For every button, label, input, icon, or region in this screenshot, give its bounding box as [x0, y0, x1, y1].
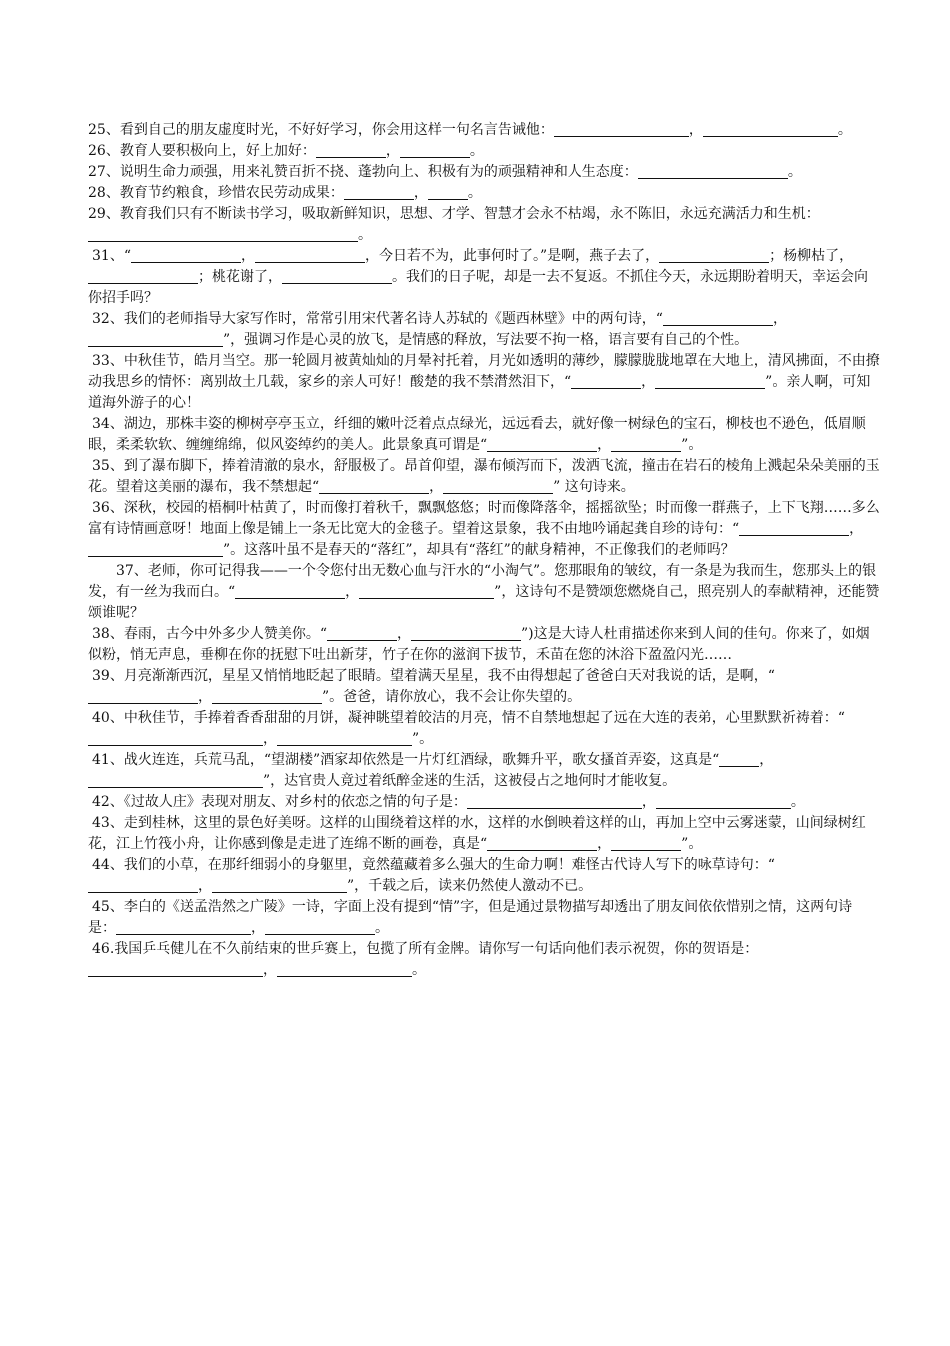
answer-blank[interactable]: [88, 689, 198, 704]
answer-blank[interactable]: [663, 311, 773, 326]
answer-blank[interactable]: [748, 164, 788, 179]
answer-blank[interactable]: [554, 122, 689, 137]
answer-blank[interactable]: [327, 626, 397, 641]
answer-blank[interactable]: [344, 185, 414, 200]
answer-blank[interactable]: [265, 920, 375, 935]
question-36: 36、深秋，校园的梧桐叶枯黄了，时而像打着秋千，飘飘悠悠；时而像降落伞，摇摇欲坠；时而像一群燕子，上下飞翔……多么富有诗情画意呀！地面上像是铺上一条无比宽大的金毯子。望着这景象，我不由地吟诵起龚自珍的诗句：“ ，”。这落叶虽不是春天的“落红”，却具有“落红”的献身精神，不正像我们的老师吗？: [88, 500, 880, 558]
answer-blank[interactable]: [316, 143, 386, 158]
answer-blank[interactable]: [411, 626, 521, 641]
question-40: 40、中秋佳节，手捧着香香甜甜的月饼，凝神眺望着皎洁的月亮，情不自禁地想起了远在大连的表弟，心里默默祈祷着：“， ”。: [88, 708, 880, 750]
answer-blank[interactable]: [88, 269, 198, 284]
answer-blank[interactable]: [255, 248, 365, 263]
answer-blank[interactable]: [88, 227, 358, 242]
question-35: 35、到了瀑布脚下，捧着清澈的泉水，舒服极了。昂首仰望，瀑布倾泻而下，泼洒飞流，撞击在岩石的棱角上溅起朵朵美丽的玉花。望着这美丽的瀑布，我不禁想起“ ， ” 这句诗来。: [88, 458, 880, 495]
question-25: 25、看到自己的朋友虚度时光，不好好学习，你会用这样一句名言告诫他： ， 。: [88, 122, 852, 138]
question-31: 31、“ ， ，今日若不为，此事何时了。”是啊，燕子去了， ；杨柳枯了，；桃花谢了， 。我们的日子呢，却是一去不复返。不抓住今天，永远期盼着明天，幸运会向你招手吗？: [88, 248, 868, 306]
answer-blank[interactable]: [88, 878, 198, 893]
answer-blank[interactable]: [88, 731, 263, 746]
answer-blank[interactable]: [703, 122, 838, 137]
answer-blank[interactable]: [131, 248, 241, 263]
question-46: 46.我国乒乓健儿在不久前结束的世乒赛上，包揽了所有金牌。请你写一句话向他们表示祝贺，你的贺语是：， 。: [88, 939, 880, 981]
answer-blank[interactable]: [659, 248, 769, 263]
question-38: 38、春雨，古今中外多少人赞美你。“ ， ”)这是大诗人杜甫描述你来到人间的佳句。你来了，如烟似粉，悄无声息，垂柳在你的抚慰下吐出新芽，竹子在你的滋润下拔节，禾苗在您的沐浴下盈盈闪光……: [88, 626, 870, 663]
answer-blank[interactable]: [487, 836, 597, 851]
answer-blank[interactable]: [319, 479, 429, 494]
question-27: 27、说明生命力顽强，用来礼赞百折不挠、蓬勃向上、积极有为的顽强精神和人生态度： 。: [88, 164, 802, 180]
answer-blank[interactable]: [277, 962, 412, 977]
question-42: 42、《过故人庄》表现对朋友、对乡村的依恋之情的句子是： ， 。: [92, 794, 805, 810]
question-34: 34、湖边，那株丰姿的柳树亭亭玉立，纤细的嫩叶泛着点点绿光，远远看去，就好像一树绿色的宝石，柳枝也不逊色，低眉顺眼，柔柔软软、缠缠绵绵，似风姿绰约的美人。此景象真可谓是“ ， ”。: [88, 416, 866, 453]
answer-blank[interactable]: [212, 689, 322, 704]
answer-blank[interactable]: [655, 374, 765, 389]
answer-blank[interactable]: [282, 269, 392, 284]
answer-blank[interactable]: [467, 794, 642, 809]
question-44: 44、我们的小草，在那纤细弱小的身躯里，竟然蕴藏着多么强大的生命力啊！难怪古代诗人写下的咏草诗句：“， ”，千载之后，读来仍然使人激动不已。: [88, 855, 880, 897]
answer-blank[interactable]: [428, 185, 468, 200]
question-41: 41、战火连连，兵荒马乱，“望湖楼”酒家却依然是一片灯红酒绿，歌舞升平，歌女搔首弄姿，这真是“ ，”，达官贵人竟过着纸醉金迷的生活，这被侵占之地何时才能收复。: [88, 750, 880, 792]
answer-blank[interactable]: [359, 584, 494, 599]
answer-blank[interactable]: [611, 437, 681, 452]
answer-blank[interactable]: [443, 479, 553, 494]
answer-blank[interactable]: [400, 143, 470, 158]
answer-blank[interactable]: [638, 164, 748, 179]
answer-blank[interactable]: [739, 521, 849, 536]
answer-blank[interactable]: [88, 332, 223, 347]
answer-blank[interactable]: [277, 731, 412, 746]
answer-blank[interactable]: [571, 374, 641, 389]
answer-blank[interactable]: [88, 773, 263, 788]
question-33: 33、中秋佳节，皓月当空。那一轮圆月被黄灿灿的月晕衬托着，月光如透明的薄纱，朦朦胧胧地罩在大地上，清风拂面，不由撩动我思乡的情怀：离别故土几载，家乡的亲人可好！酸楚的我不禁潸然泪下，“ ， ”。亲人啊，可知道海外游子的心！: [88, 353, 880, 411]
question-32: 32、我们的老师指导大家写作时，常常引用宋代著名诗人苏轼的《题西林壁》中的两句诗，“ ，”，强调习作是心灵的放飞，是情感的释放，写法要不拘一格，语言要有自己的个性。: [88, 309, 880, 351]
question-26: 26、教育人要积极向上，好上加好： ， 。: [88, 143, 484, 159]
question-39: 39、月亮渐渐西沉，星星又悄悄地眨起了眼睛。望着满天星星，我不由得想起了爸爸白天对我说的话，是啊，“， ”。爸爸，请你放心，我不会让你失望的。: [88, 666, 880, 708]
question-28: 28、教育节约粮食，珍惜农民劳动成果： ， 。: [88, 185, 482, 201]
answer-blank[interactable]: [88, 962, 263, 977]
answer-blank[interactable]: [611, 836, 681, 851]
answer-blank[interactable]: [212, 878, 347, 893]
answer-blank[interactable]: [719, 752, 759, 767]
question-43: 43、走到桂林，这里的景色好美呀。这样的山围绕着这样的水，这样的水倒映着这样的山，再加上空中云雾迷蒙，山间绿树红花，江上竹筏小舟，让你感到像是走进了连绵不断的画卷，真是“ ， ”。: [88, 815, 866, 852]
answer-blank[interactable]: [656, 794, 791, 809]
answer-blank[interactable]: [235, 584, 345, 599]
question-45: 45、李白的《送孟浩然之广陵》一诗，字面上没有提到“情”字，但是通过景物描写却透出了朋友间依依惜别之情，这两句诗是： ， 。: [88, 899, 853, 936]
answer-blank[interactable]: [88, 542, 223, 557]
question-37: 37、老师，你可记得我——一个令您付出无数心血与汗水的“小淘气”。您那眼角的皱纹，有一条是为我而生，您那头上的银发，有一丝为我而白。“ ， ”，这诗句不是赞颂您燃烧自己，照亮别人的奉献精神，还能赞颂谁呢？: [88, 563, 880, 621]
answer-blank[interactable]: [487, 437, 597, 452]
question-29: 29、教育我们只有不断读书学习，吸取新鲜知识，思想、才学、智慧才会永不枯竭，永不陈旧，永远充满活力和生机：。: [88, 206, 820, 243]
answer-blank[interactable]: [116, 920, 251, 935]
